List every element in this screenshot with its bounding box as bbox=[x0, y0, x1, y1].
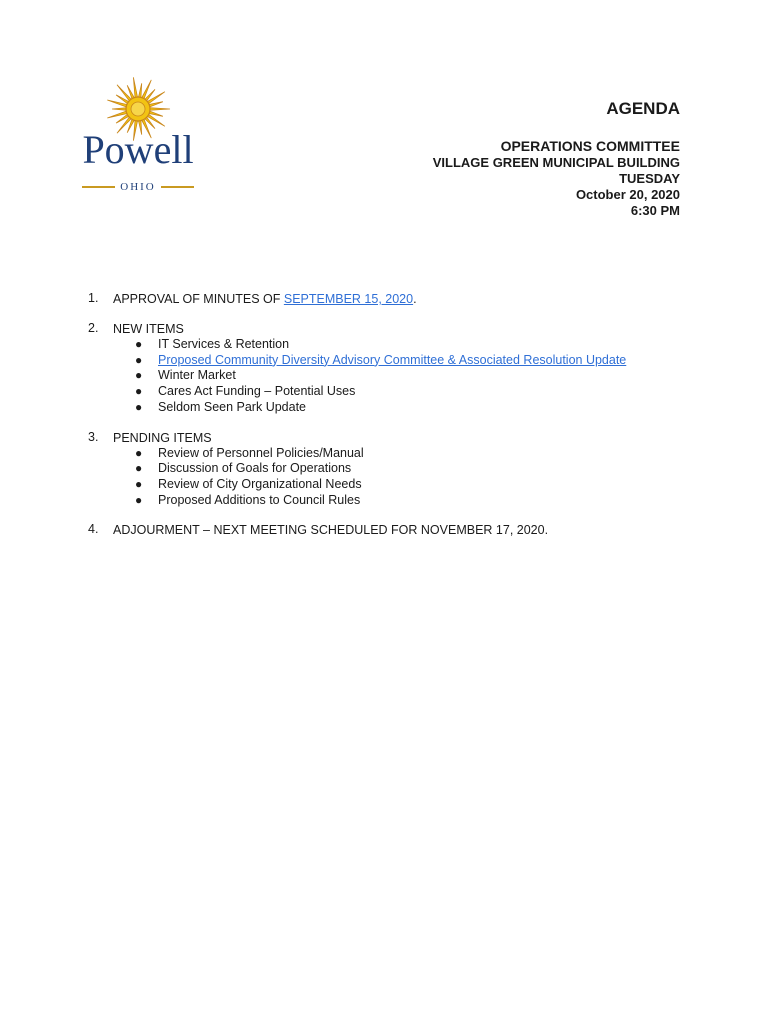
agenda-item-new-items bbox=[88, 321, 698, 416]
list-item bbox=[135, 337, 698, 353]
list-item bbox=[135, 461, 698, 477]
item-label: ADJOURMENT – NEXT MEETING SCHEDULED FOR NOVEMBER 17, 2020. bbox=[113, 523, 549, 538]
bullet-icon: ● bbox=[135, 368, 143, 383]
list-item bbox=[135, 476, 698, 493]
list-item-text: Review of Personnel Policies/Manual bbox=[158, 445, 364, 460]
agenda-item-approval bbox=[88, 291, 698, 307]
item-label: APPROVAL OF MINUTES OF bbox=[113, 292, 284, 306]
meeting-time: 6:30 PM bbox=[630, 203, 680, 218]
meeting-date: October 20, 2020 bbox=[575, 187, 680, 202]
logo-subtitle bbox=[82, 179, 194, 195]
list-item-text: Winter Market bbox=[158, 368, 236, 383]
committee-name: OPERATIONS COMMITTEE bbox=[500, 138, 680, 154]
logo-rule-left bbox=[82, 186, 115, 188]
logo-rule-right bbox=[161, 186, 194, 188]
list-item bbox=[135, 399, 698, 416]
list-item bbox=[135, 352, 698, 369]
sun-ray bbox=[149, 108, 170, 111]
logo-wordmark: Powell bbox=[82, 127, 194, 172]
sun-ray bbox=[133, 77, 137, 98]
list-item-text: Review of City Organizational Needs bbox=[158, 476, 362, 491]
meeting-day: TUESDAY bbox=[619, 171, 680, 186]
minutes-link[interactable]: SEPTEMBER 15, 2020 bbox=[283, 292, 414, 306]
agenda-item-pending-items bbox=[88, 430, 698, 509]
logo-state: OHIO bbox=[120, 180, 156, 193]
bullet-icon: ● bbox=[135, 352, 143, 367]
item-label: PENDING ITEMS bbox=[113, 430, 212, 445]
item-number: 3. bbox=[88, 429, 99, 444]
bullet-icon: ● bbox=[135, 399, 143, 414]
sun-ray bbox=[112, 108, 127, 111]
item-suffix: . bbox=[413, 292, 417, 306]
list-item-text: Cares Act Funding – Potential Uses bbox=[158, 384, 356, 399]
item-number: 2. bbox=[88, 321, 99, 335]
list-item-text: Proposed Additions to Council Rules bbox=[158, 492, 361, 507]
item-label: NEW ITEMS bbox=[113, 322, 184, 336]
diversity-committee-link[interactable]: Proposed Community Diversity Advisory Committee & Associated Resolution Update bbox=[158, 352, 627, 367]
list-item-text: Discussion of Goals for Operations bbox=[158, 461, 352, 476]
list-item bbox=[135, 384, 698, 400]
bullet-icon: ● bbox=[135, 476, 143, 491]
list-item-text: IT Services & Retention bbox=[158, 337, 290, 351]
powell-logo bbox=[52, 76, 224, 198]
item-number: 1. bbox=[88, 291, 99, 305]
bullet-icon: ● bbox=[135, 337, 143, 351]
bullet-icon: ● bbox=[135, 492, 143, 507]
sun-ray bbox=[138, 83, 141, 98]
bullet-icon: ● bbox=[135, 461, 143, 476]
page-title: AGENDA bbox=[606, 99, 680, 118]
list-item-text: Seldom Seen Park Update bbox=[158, 399, 307, 414]
list-item bbox=[135, 492, 698, 509]
bullet-icon: ● bbox=[135, 384, 143, 399]
meeting-location: VILLAGE GREEN MUNICIPAL BUILDING bbox=[432, 155, 680, 170]
pending-items-list bbox=[113, 446, 698, 509]
list-item bbox=[135, 368, 698, 384]
bullet-icon: ● bbox=[135, 445, 143, 460]
agenda-list bbox=[88, 291, 698, 552]
agenda-header bbox=[433, 98, 680, 219]
agenda-item-adjournment bbox=[88, 522, 698, 538]
item-number: 4. bbox=[88, 522, 99, 537]
list-item bbox=[135, 445, 698, 462]
new-items-list bbox=[113, 337, 698, 416]
